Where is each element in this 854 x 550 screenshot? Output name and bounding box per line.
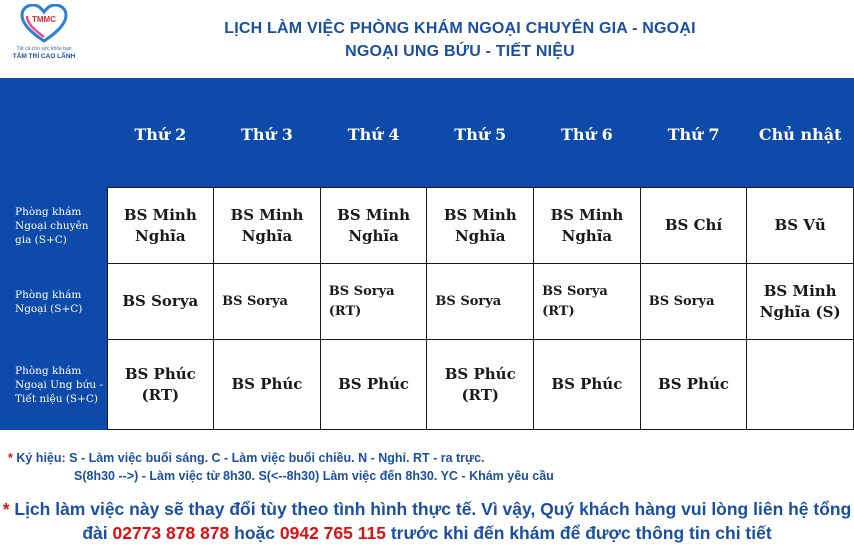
notice-conjunction: hoặc	[234, 523, 276, 543]
title-line-2: NGOẠI UNG BỨU - TIẾT NIỆU	[345, 43, 575, 60]
notice-star: *	[2, 499, 10, 519]
hotline-phone-2[interactable]: 0942 765 115	[279, 523, 386, 543]
doctor-cell: BS Vũ	[747, 188, 854, 264]
clinic-label: Phòng khám Ngoại (S+C)	[0, 264, 107, 340]
corner-cell	[0, 78, 107, 188]
table-row	[0, 340, 854, 430]
doctor-cell: BS Minh Nghĩa	[214, 188, 321, 264]
clinic-label: Phòng khám Ngoại Ung bứu - Tiết niệu (S+C)	[0, 340, 107, 430]
doctor-cell: BS Minh Nghĩa	[320, 188, 427, 264]
day-header: Thứ 7	[640, 78, 747, 188]
legend-text-1: Ký hiệu: S - Làm việc buổi sáng. C - Làm việc buổi chiều. N - Nghỉ. RT - ra trực.	[16, 451, 485, 465]
notice-text-1: Lịch làm việc này sẽ thay đổi tùy theo tình hình thực tế. Vì vậy, Quý khách hàng vui lòng liên hệ tổng đài	[14, 499, 852, 543]
title-line-1: LỊCH LÀM VIỆC PHÒNG KHÁM NGOẠI CHUYÊN GIA - NGOẠI	[224, 20, 696, 37]
table-row	[0, 188, 854, 264]
doctor-cell: BS Sorya (RT)	[534, 264, 641, 340]
notice	[0, 497, 854, 545]
day-header: Chủ nhật	[747, 78, 854, 188]
doctor-cell: BS Phúc (RT)	[107, 340, 214, 430]
doctor-cell: BS Sorya	[427, 264, 534, 340]
day-header: Thứ 2	[107, 78, 214, 188]
logo-brand: TÂM TRÍ CAO LÃNH	[12, 53, 76, 60]
legend-line-1	[8, 449, 554, 467]
doctor-cell: BS Phúc	[640, 340, 747, 430]
doctor-cell: BS Sorya (RT)	[320, 264, 427, 340]
doctor-cell: BS Sorya	[214, 264, 321, 340]
day-header-row	[0, 78, 854, 188]
day-header: Thứ 6	[534, 78, 641, 188]
heart-logo-icon	[19, 4, 69, 44]
logo-tagline: Tất cả cho sức khỏe bạn	[16, 46, 72, 52]
doctor-cell: BS Phúc (RT)	[427, 340, 534, 430]
doctor-cell: BS Minh Nghĩa (S)	[747, 264, 854, 340]
notice-text-2: trước khi đến khám để được thông tin chi tiết	[390, 523, 772, 543]
doctor-cell: BS Minh Nghĩa	[107, 188, 214, 264]
legend	[8, 449, 554, 485]
doctor-cell: BS Sorya	[107, 264, 214, 340]
doctor-cell: BS Minh Nghĩa	[534, 188, 641, 264]
doctor-cell: BS Phúc	[214, 340, 321, 430]
table-row	[0, 264, 854, 340]
doctor-cell: BS Minh Nghĩa	[427, 188, 534, 264]
day-header: Thứ 5	[427, 78, 534, 188]
hotline-phone-1[interactable]: 02773 878 878	[112, 523, 230, 543]
day-header: Thứ 4	[320, 78, 427, 188]
legend-star: *	[8, 451, 13, 465]
logo-mark: TMMC	[32, 15, 56, 24]
doctor-cell: BS Phúc	[534, 340, 641, 430]
doctor-cell: BS Sorya	[640, 264, 747, 340]
clinic-label: Phòng khám Ngoại chuyên gia (S+C)	[0, 188, 107, 264]
page-title	[150, 17, 770, 63]
clinic-logo	[4, 4, 84, 70]
doctor-cell: BS Chí	[640, 188, 747, 264]
day-header: Thứ 3	[214, 78, 321, 188]
doctor-cell	[747, 340, 854, 430]
legend-line-2: S(8h30 -->) - Làm việc từ 8h30. S(<--8h30) Làm việc đến 8h30. YC - Khám yêu cầu	[74, 469, 554, 483]
doctor-cell: BS Phúc	[320, 340, 427, 430]
schedule-table	[0, 78, 854, 430]
